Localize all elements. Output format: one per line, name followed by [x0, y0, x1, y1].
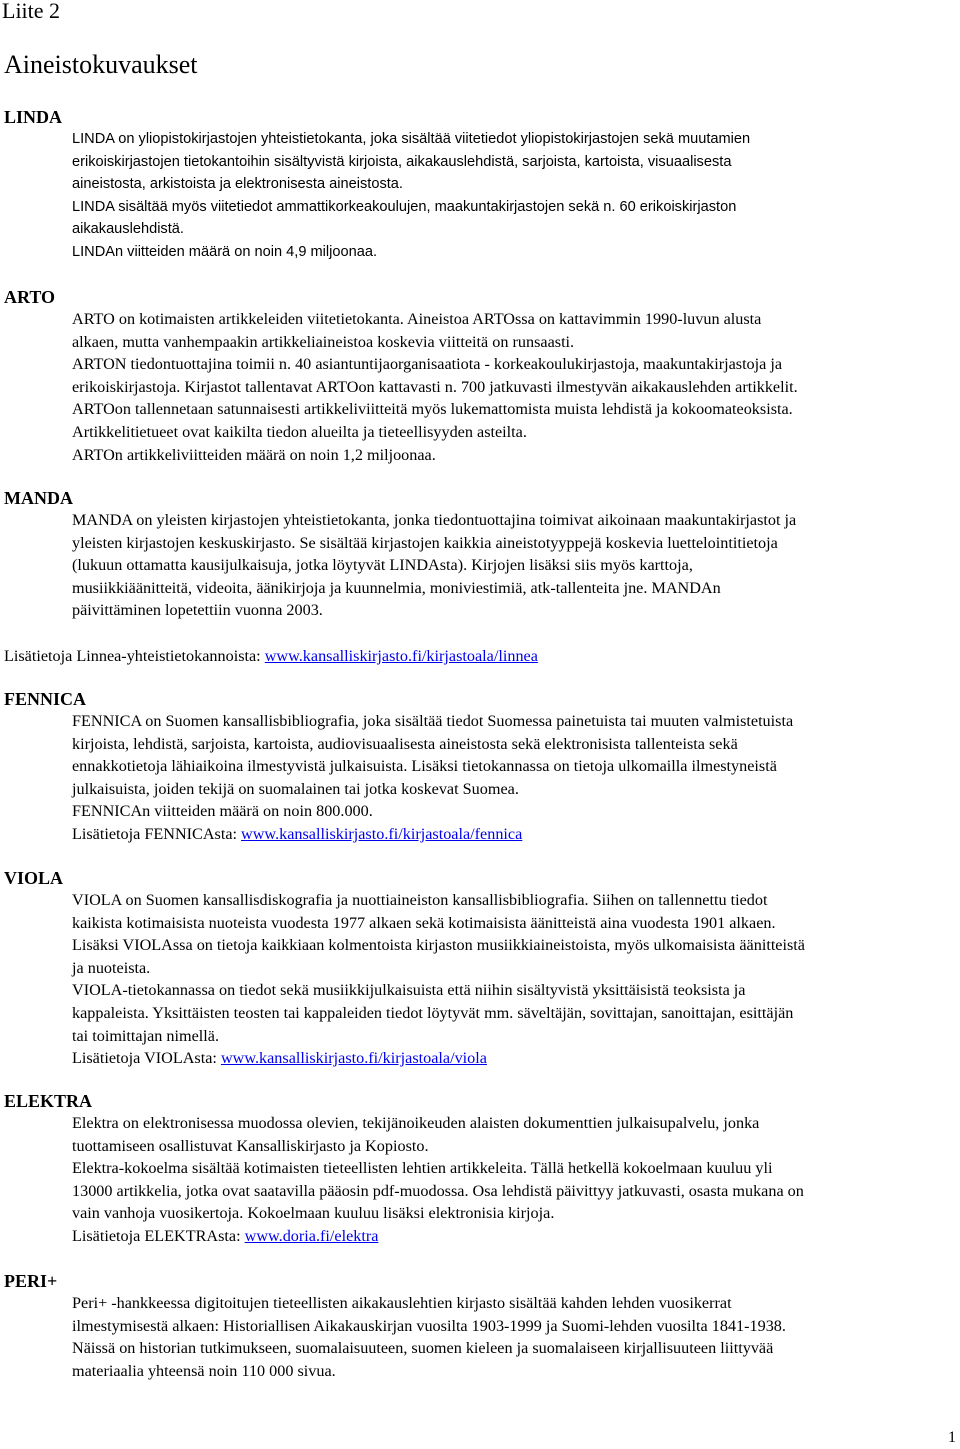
elektra-line: 13000 artikkelia, jotka ovat saatavilla pääosin pdf-muodossa. Osa lehdistä päivittyy jatkuvasti, osasta mukana on — [72, 1181, 804, 1200]
peri-text — [72, 1292, 786, 1382]
fennica-heading: FENNICA — [4, 689, 87, 709]
linda-line: erikoiskirjastojen tietokantoihin sisältyvistä kirjoista, aikakauslehdistä, sarjoista, kartoista, visuaalisesta — [72, 153, 732, 170]
linda-line: LINDAn viitteiden määrä on noin 4,9 miljoonaa. — [72, 243, 378, 260]
elektra-line: vain vanhoja vuosikertoja. Kokoelmaan kuuluu lisäksi elektronisia kirjoja. — [72, 1204, 555, 1223]
elektra-heading: ELEKTRA — [4, 1091, 93, 1111]
linnea-info-text: Lisätietoja Linnea-yhteistietokannoista: — [4, 647, 265, 665]
manda-line: musiikkiäänitteitä, videoita, äänikirjoja ja kuunnelmia, moniviestimiä, atk-tallenteita jne. MANDAn — [72, 578, 721, 597]
elektra-info-text: Lisätietoja ELEKTRAsta: — [72, 1226, 245, 1245]
viola-info-text: Lisätietoja VIOLAsta: — [72, 1049, 221, 1068]
arto-line: erikoiskirjastoja. Kirjastot tallentavat ARTOon kattavasti n. 700 jatkuvasti ilmestyvän aikakauslehden artikkelit. — [72, 377, 798, 396]
viola-text — [72, 889, 805, 1070]
viola-line: VIOLA on Suomen kansallisdiskografia ja nuottiaineiston kansallisbibliografia. Siihen on tallennettu tiedot — [72, 891, 768, 909]
viola-link[interactable]: www.kansalliskirjasto.fi/kirjastoala/viola — [220, 1049, 487, 1068]
linnea-link[interactable]: www.kansalliskirjasto.fi/kirjastoala/linnea — [264, 647, 538, 665]
linda-line: LINDA sisältää myös viitetiedot ammattikorkeakoulujen, maakuntakirjastojen sekä n. 60 erikoiskirjaston — [72, 198, 737, 215]
viola-line: Lisäksi VIOLAssa on tietoja kaikkiaan kolmentoista kirjaston musiikkiaineistoista, myös ulkomaisista äänitteistä — [72, 936, 805, 955]
fennica-text — [72, 710, 793, 846]
fennica-link[interactable]: www.kansalliskirjasto.fi/kirjastoala/fennica — [241, 824, 523, 843]
page-title: Aineistokuvaukset — [4, 50, 198, 79]
elektra-line: Elektra-kokoelma sisältää kotimaisten tieteellisten lehtien artikkeleita. Tällä hetkellä kokoelmaan kuuluu yli — [72, 1159, 773, 1178]
viola-line: VIOLA-tietokannassa on tiedot sekä musiikkijulkaisuista että niihin sisältyvistä yksittäisistä teoksista ja — [72, 981, 746, 1000]
peri-line: materiaalia yhteensä noin 110 000 sivua. — [72, 1361, 336, 1380]
viola-line: tai toimittajan nimellä. — [72, 1026, 219, 1045]
linda-line: aikakauslehdistä. — [72, 221, 184, 238]
peri-line: ilmestymisestä alkaen: Historiallisen Aikakauskirjan vuosilta 1903-1999 ja Suomi-lehden vuosilta 1841-1938. — [72, 1316, 786, 1335]
page-number: 1 — [948, 1429, 956, 1446]
peri-line: Peri+ -hankkeessa digitoitujen tieteellisten aikakauslehtien kirjasto sisältää kahden lehden vuosikerrat — [72, 1294, 732, 1312]
viola-heading: VIOLA — [4, 868, 64, 888]
fennica-line: FENNICAn viitteiden määrä on noin 800.000. — [72, 802, 373, 821]
arto-line: ARTOn artikkeliviitteiden määrä on noin 1,2 miljoonaa. — [72, 445, 436, 464]
viola-info — [72, 1047, 805, 1070]
elektra-link[interactable]: www.doria.fi/elektra — [244, 1226, 379, 1245]
linda-line: aineistosta, arkistoista ja elektronisesta aineistosta. — [72, 176, 403, 193]
elektra-line: Elektra on elektronisessa muodossa olevien, tekijänoikeuden alaisten dokumenttien julkaisupalvelu, jonka — [72, 1114, 760, 1132]
fennica-line: julkaisuista, joiden tekijä on suomalainen tai jotka koskevat Suomea. — [72, 779, 519, 798]
arto-heading: ARTO — [4, 287, 56, 307]
linda-line: LINDA on yliopistokirjastojen yhteistietokanta, joka sisältää viitetiedot yliopistokirjastojen sekä muutamien — [72, 131, 751, 147]
viola-line: ja nuoteista. — [72, 958, 151, 977]
fennica-info-text: Lisätietoja FENNICAsta: — [72, 824, 242, 843]
arto-line: ARTON tiedontuottajina toimii n. 40 asiantuntijaorganisaatiota - korkeakoulukirjastoja, maakuntakirjastoja ja — [72, 355, 783, 374]
fennica-line: FENNICA on Suomen kansallisbibliografia, joka sisältää tiedot Suomessa painetuista tai muuten valmistetuista — [72, 712, 794, 730]
peri-line: Näissä on historian tutkimukseen, suomalaisuuteen, suomen kieleen ja suomalaiseen kirjallisuuteen liittyvää — [72, 1339, 774, 1358]
appendix-label: Liite 2 — [2, 0, 61, 23]
arto-line: alkaen, mutta vanhempaakin artikkeliaineistoa koskevia viitteitä on runsaasti. — [72, 332, 575, 351]
elektra-info — [72, 1225, 804, 1248]
arto-line: ARTOon tallennetaan satunnaisesti artikkeliviitteitä myös lukemattomista muista lehdistä ja kokoomateoksista. — [72, 400, 793, 419]
fennica-line: ennakkotietoja lähiaikoina ilmestyvistä julkaisuista. Lisäksi tietokannassa on tietoja ulkomailla ilmestyneistä — [72, 757, 777, 776]
viola-line: kaikista kotimaisista nuoteista vuodesta 1977 alkaen sekä kotimaisista äänitteistä aina vuodesta 1901 alkaen. — [72, 913, 776, 932]
arto-text — [72, 308, 798, 466]
linnea-info — [4, 645, 538, 667]
elektra-line: tuottamiseen osallistuvat Kansalliskirjasto ja Kopiosto. — [72, 1136, 429, 1155]
arto-line: Artikkelitietueet ovat kaikilta tiedon alueilta ja tieteellisyyden asteilta. — [72, 422, 527, 441]
peri-heading: PERI+ — [4, 1271, 58, 1291]
fennica-info — [72, 823, 793, 846]
manda-line: päivittäminen lopetettiin vuonna 2003. — [72, 601, 323, 620]
linda-text — [72, 128, 750, 264]
arto-line: ARTO on kotimaisten artikkeleiden viitetietokanta. Aineistoa ARTOssa on kattavimmin 1990-luvun alusta — [72, 310, 762, 328]
manda-line: yleisten kirjastojen keskuskirjasto. Se sisältää kirjastojen kaikkia aineistotyyppejä koskevia luettelointitietoja — [72, 533, 778, 552]
viola-line: kappaleista. Yksittäisten teosten tai kappaleiden tiedot löytyvät mm. säveltäjän, sovittajan, sanoittajan, esittäjän — [72, 1003, 794, 1022]
manda-heading: MANDA — [4, 488, 73, 508]
fennica-line: kirjoista, lehdistä, sarjoista, kartoista, audiovisuaalisesta aineistosta sekä elektronisista tallenteista sekä — [72, 734, 738, 753]
linda-heading: LINDA — [4, 107, 63, 127]
elektra-text — [72, 1112, 804, 1248]
manda-line: (lukuun ottamatta kausijulkaisuja, jotka löytyvät LINDAsta). Kirjojen lisäksi siis myös karttoja, — [72, 556, 693, 575]
manda-text — [72, 509, 796, 622]
manda-line: MANDA on yleisten kirjastojen yhteistietokanta, jonka tiedontuottajina toimivat aikoinaan maakuntakirjastot ja — [72, 511, 797, 529]
